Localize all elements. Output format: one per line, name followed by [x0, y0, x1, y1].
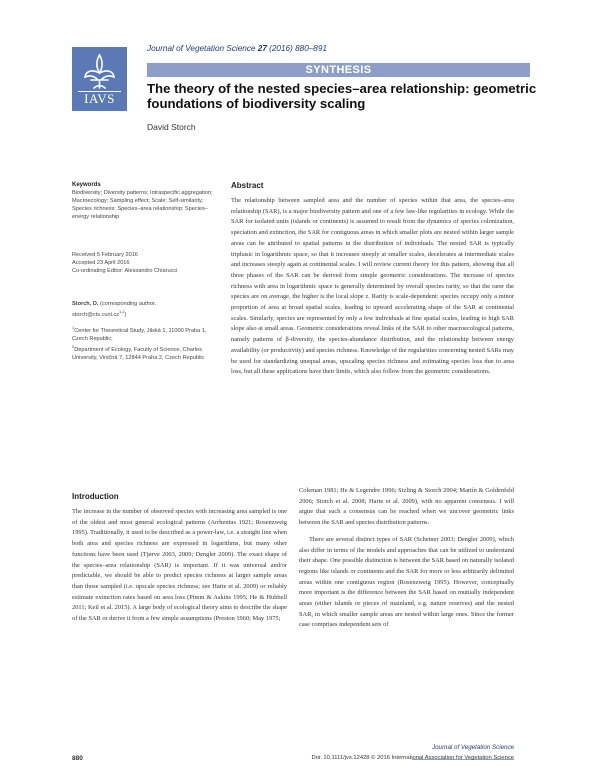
footer-doi: [255, 755, 514, 761]
correspondence-email[interactable]: storch@cts.cuni.cz: [72, 311, 120, 318]
correspondence-name: Storch, D.: [72, 301, 99, 307]
intro-paragraph-1: The increase in the number of observed species with increasing area sampled is one of the oldest and most general ecological patterns (Arrhenius 1921; Rosenzweig 1995). Traditionally, it used to be described as a power-law, i.e. a straight line when both area and species richness are expressed in logarithms, but many other functions have been used (Tjørve 2003, 2009; Dengler 2009). The exact shape of the species–area relationship (SAR) is important. If it was universal and/or predictable, we should be able to predict species richness at larger sample areas than those sampled (i.e. upscale species richness; see Harte et al. 2009) or reliably estimate extinction rates based on area loss (Pimm & Askins 1995; He & Hubbell 2011; Keil et al. 2015). A large body of ecological theory aims to describe the shape of the SAR or derive it from a few simple assumptions (Preston 1960; May 1975;: [72, 508, 287, 623]
keywords-block: [72, 181, 222, 221]
introduction-column-2: [299, 486, 514, 631]
doi-text[interactable]: Doi: 10.1111/jvs.12428: [311, 755, 370, 761]
keywords-list: Biodiversity; Diversity patterns; Intraspecific aggregation; Macroecology; Sampling effect; Scale; Self-similarity; Species richness; Species–area relationship; Species–energy relationship: [72, 190, 213, 221]
received-date: Received 5 February 2016: [72, 252, 138, 258]
section-label: SYNTHESIS: [305, 64, 372, 76]
coordinating-editor: Co-ordinating Editor: Alessandro Chiarucci: [72, 268, 178, 275]
logo-text: IAVS: [84, 91, 115, 106]
copyright-text: © 2016 International Association for Vegetation Science: [369, 755, 514, 761]
journal-year-pages: (2016) 880–891: [269, 44, 327, 53]
iavs-logo: [72, 47, 127, 111]
dates-block: [72, 251, 222, 275]
section-banner: [147, 63, 530, 77]
correspondence-block: Storch, D. (corresponding author, storch@cts.cuni.cz$^{1,2}$): [72, 301, 156, 318]
keywords-heading: Keywords: [72, 182, 101, 188]
journal-name: Journal of Vegetation Science: [147, 44, 256, 53]
article-author: David Storch: [147, 122, 196, 132]
page-number: 880: [72, 755, 83, 762]
journal-volume: 27: [257, 44, 267, 53]
accepted-date: Accepted 23 April 2016: [72, 260, 130, 267]
intro-paragraph-1-cont: Coleman 1981; He & Legendre 1996; Sizling & Storch 2004; Martín & Goldenfeld 2006; Storch et al. 2008; Harte et al. 2009), with no apparent consensus. I will argue that such a consensus can be reached when we uncover geometric links between the SAR and species distribution patterns.: [299, 487, 514, 527]
journal-citation: [147, 44, 327, 53]
correspondence-role: (corresponding author,: [98, 301, 156, 307]
article-title: The theory of the nested species–area relationship: geometric foundations of biodiversity scaling: [147, 81, 537, 111]
abstract-text: The relationship between sampled area and the number of species within that area, the species–area relationship (SAR), is a major biodiversity pattern and one of a few law-like regularities in ecology. While the SAR for isolated units (islands or continents) is assumed to result from the dynamics of species colonization, speciation and extinction, the SAR for contiguous areas in which smaller plots are nested within larger sample areas can be attributed to spatial patterns in the distribution of individuals. The nested SAR is typically triphasic in logarithmic space, so that it increases steeply at smaller scales, decelerates at intermediate scales and increases steeply again at continental scales. I will review current theory for this pattern, showing that all three phases of the SAR can be derived from simple geometric considerations. The increase of species richness with area in logarithmic space is generally determined by overall species rarity, so that the rarer the species are on average, the higher is the local slope z. Rarity is scale-dependent: species occupy only a minor proportion of area at broad spatial scales, leading to upward accelerating shape of the SAR at continental scales. Similarly, species are represented by only a few individuals at fine spatial scales, leading to high SAR slope also at small areas. Geometric considerations reveal links of the SAR to other macroecological patterns, namely patterns of β-diversity, the species-abundance distribution, and the relationship between energy availability (or productivity) and species richness. Knowledge of the regularities concerning nested SARs may be used for standardizing unequal areas, upscaling species richness and estimating species loss due to area loss, but all these applications have their limits, which also follow from the geometric considerations.: [231, 197, 514, 376]
fleur-de-lis-icon: [72, 49, 127, 93]
affiliation-2: $^2$Department of Ecology, Faculty of Science, Charles University, Viničná 7, 12844 Praha 2, Czech Republic: [72, 344, 205, 361]
correspondence-superscript: 1,2: [119, 309, 125, 315]
affiliation-1: $^1$Center for Theoretical Study, Jilská 1, 11000 Praha 1, Czech Republic;: [72, 325, 207, 342]
introduction-heading: Introduction: [72, 492, 119, 501]
footer-journal: Journal of Vegetation Science: [432, 744, 514, 751]
introduction-column-1: [72, 507, 287, 625]
abstract-heading: Abstract: [231, 181, 264, 190]
affiliations-block: [72, 324, 222, 362]
intro-paragraph-2: There are several distinct types of SAR (Scheiner 2003; Dengler 2009), which also differ in terms of the models and approaches that can be utilized to understand their shape. One possible distinction is between the SAR based on naturally isolated regions like islands or continents and the SAR for more or less arbitrarily delimited areas within one contiguous region (Rosenzweig 1995). However, conceptually more important is the difference between the SAR based on mutually independent areas (either islands or pieces of mainland, e.g. nature reserves) and the nested SAR, in which smaller sample areas are nested within large ones. Since the former case comprises independent sets of: [299, 535, 514, 629]
